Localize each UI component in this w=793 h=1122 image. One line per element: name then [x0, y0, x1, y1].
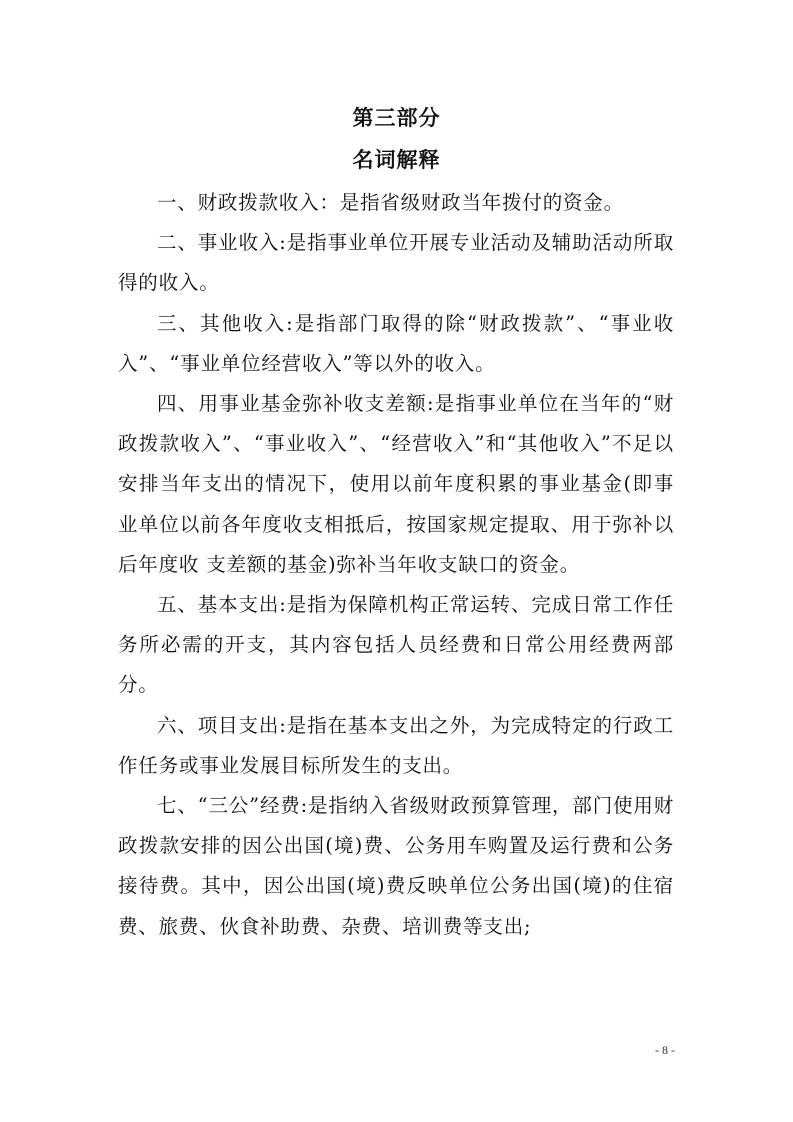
definition-paragraph: 一、财政拨款收入：是指省级财政当年拨付的资金。 — [157, 191, 624, 214]
definitions-body — [118, 183, 674, 947]
part-heading: 第三部分 — [352, 106, 441, 130]
definition-paragraph: 五、基本支出:是指为保障机构正常运转、完成日常工作任务所必需的开支，其内容包括人员经费和日常公用经费两部分。 — [118, 593, 674, 697]
definition-paragraph: 二、事业收入:是指事业单位开展专业活动及辅助活动所取 得的收入。 — [118, 231, 674, 295]
definition-paragraph: 六、项目支出:是指在基本支出之外，为完成特定的行政工作任务或事业发展目标所发生的支出。 — [118, 713, 674, 777]
section-title: 名词解释 — [352, 148, 441, 172]
definition-paragraph: 七、“三公”经费:是指纳入省级财政预算管理，部门使用财政拨款安排的因公出国(境)费、公务用车购置及运行费和公务接待费。其中，因公出国(境)费反映单位公务出国(境)的住宿费、旅费、伙食补助费、杂费、培训费等支出; — [118, 794, 674, 938]
definition-paragraph: 三、其他收入:是指部门取得的除“财政拨款”、“事业收入”、“事业单位经营收入”等以外的收入。 — [118, 311, 674, 375]
definition-paragraph: 四、用事业基金弥补收支差额:是指事业单位在当年的“财政拨款收入”、“事业收入”、“经营收入”和“其他收入”不足以安排当年支出的情况下，使用以前年度积累的事业基金(即事业单位以前各年度收支相抵后，按国家规定提取、用于弥补以后年度收 支差额的基金)弥补当年收支缺口的资金。 — [118, 392, 674, 576]
page-number: - 8 - — [655, 1043, 675, 1057]
